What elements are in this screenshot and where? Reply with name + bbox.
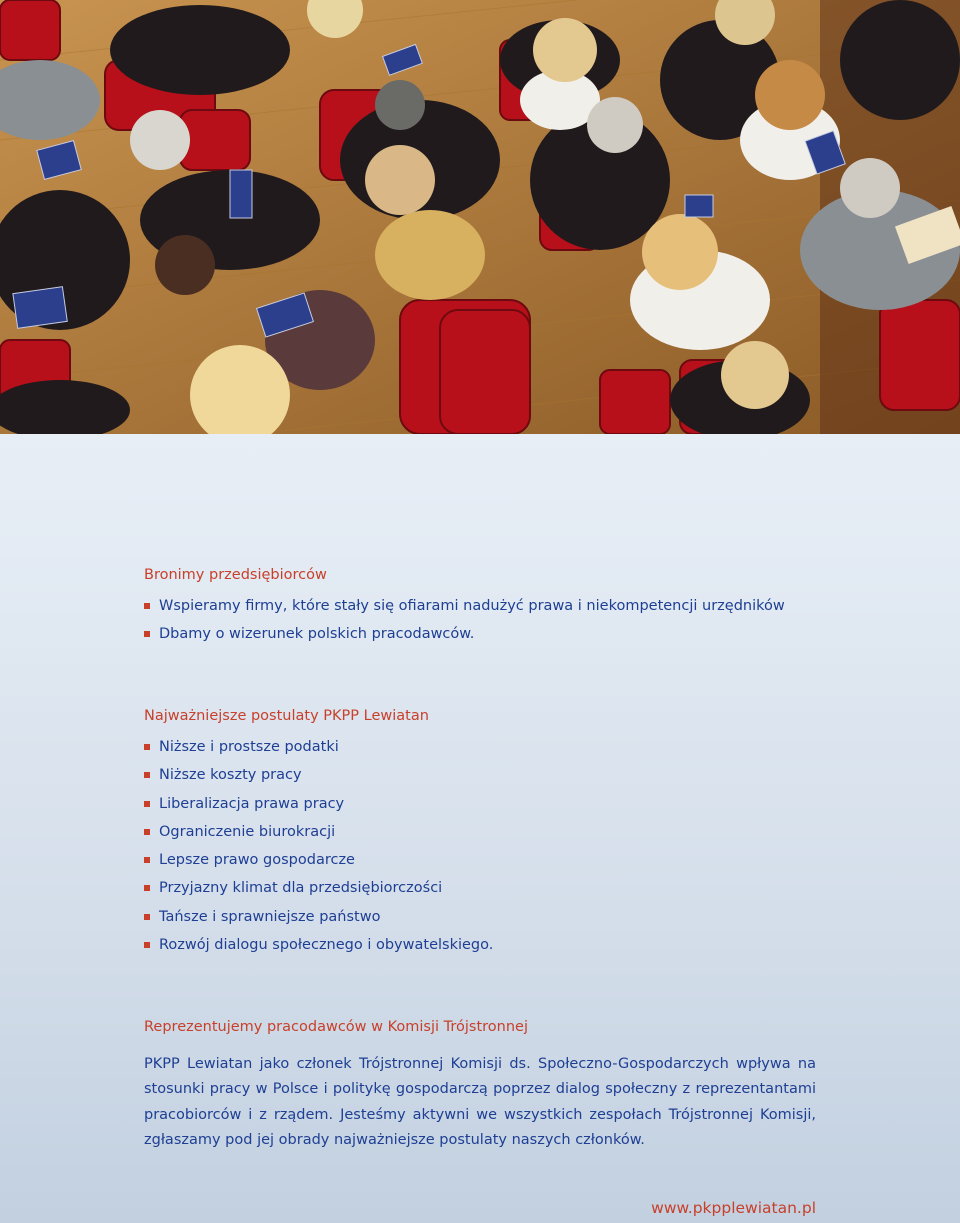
defend-list — [144, 596, 785, 653]
list-item: Tańsze i sprawniejsze państwo — [144, 907, 493, 935]
footer-website-link[interactable]: www.pkpplewiatan.pl — [651, 1199, 816, 1217]
list-item: Lepsze prawo gospodarcze — [144, 850, 493, 878]
list-item: Liberalizacja prawa pracy — [144, 794, 493, 822]
list-item: Niższe koszty pracy — [144, 765, 493, 793]
list-item: Niższe i prostsze podatki — [144, 737, 493, 765]
list-item: Ograniczenie biurokracji — [144, 822, 493, 850]
section-heading-postulates: Najważniejsze postulaty PKPP Lewiatan — [144, 708, 429, 724]
audience-photo — [0, 0, 960, 434]
section-heading-defend: Bronimy przedsiębiorców — [144, 567, 327, 583]
commission-paragraph: PKPP Lewiatan jako członek Trójstronnej Komisji ds. Społeczno-Gospodarczych wpływa na stosunki pracy w Polsce i politykę gospodarczą poprzez dialog społeczny z reprezentantami pracobiorców i z rządem. Jesteśmy aktywni we wszystkich zespołach Trójstronnej Komisji, zgłaszamy pod jej obrady najważniejsze postulaty naszych członków. — [144, 1056, 816, 1148]
postulates-list — [144, 737, 493, 963]
list-item: Dbamy o wizerunek polskich pracodawców. — [144, 624, 785, 652]
list-item: Rozwój dialogu społecznego i obywatelskiego. — [144, 935, 493, 963]
list-item: Przyjazny klimat dla przedsiębiorczości — [144, 878, 493, 906]
section-heading-commission: Reprezentujemy pracodawców w Komisji Trójstronnej — [144, 1019, 528, 1035]
list-item: Wspieramy firmy, które stały się ofiarami nadużyć prawa i niekompetencji urzędników — [144, 596, 785, 624]
audience-illustration — [0, 0, 960, 434]
